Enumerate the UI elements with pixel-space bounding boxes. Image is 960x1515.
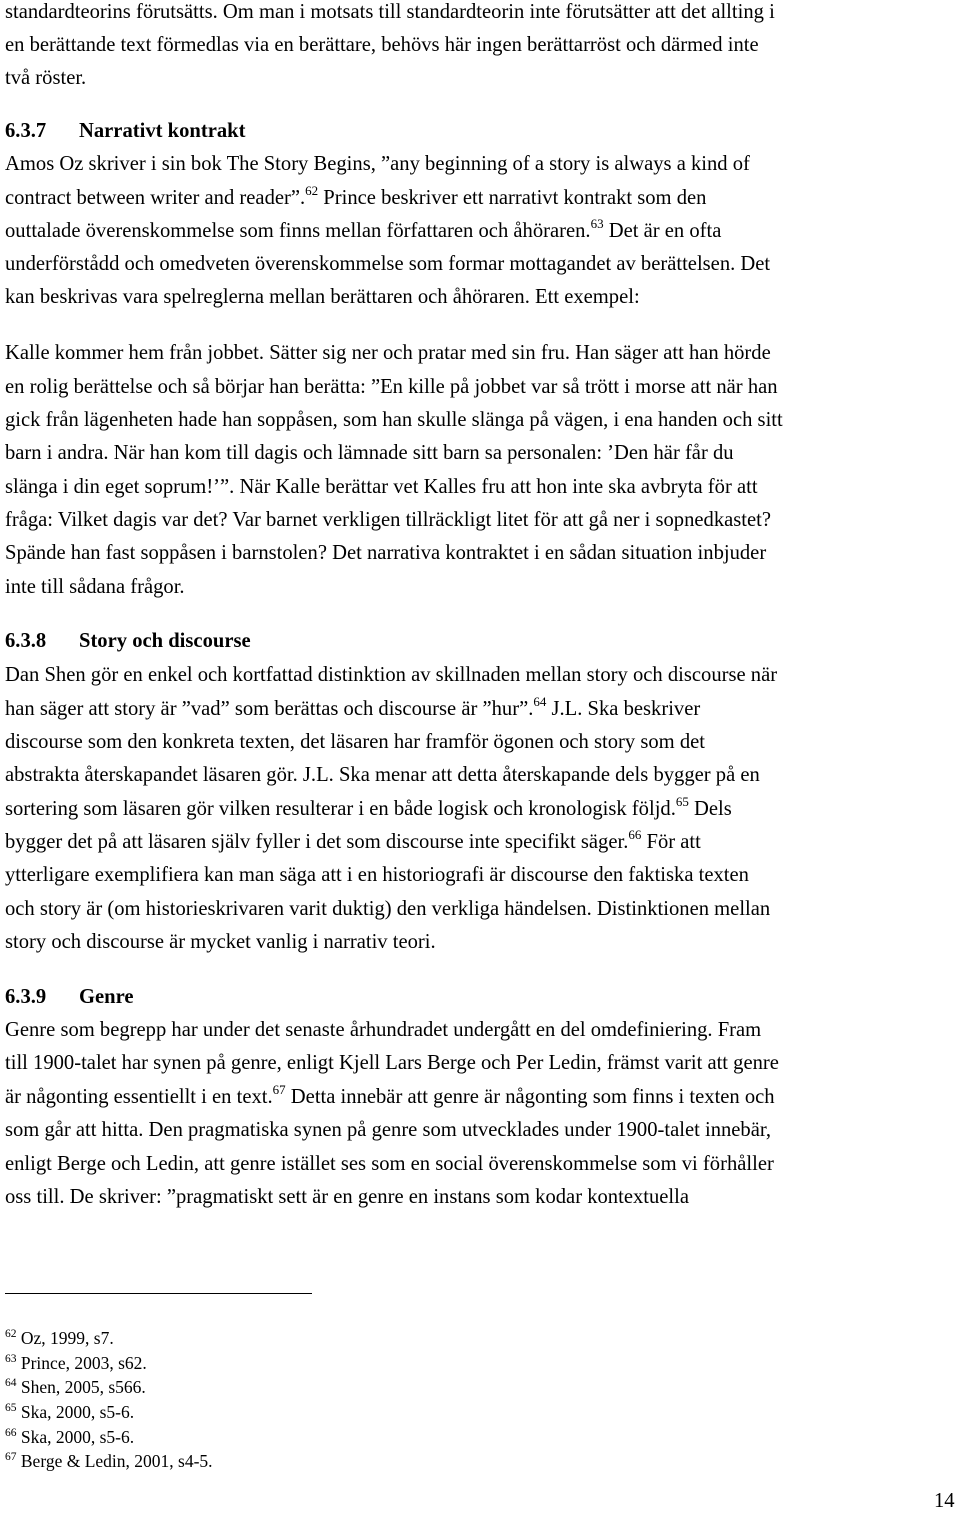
- body-line: gick från lägenheten hade han soppåsen, som han skulle slänga på vägen, i ena handen och sitt: [5, 409, 783, 431]
- footnote-number: 66: [5, 1427, 17, 1439]
- body-line: och story är (om historieskrivaren varit duktig) den verkliga händelsen. Distinktionen mellan: [5, 898, 771, 920]
- section-heading-6-3-8: [5, 629, 251, 653]
- body-line: till 1900-talet har synen på genre, enligt Kjell Lars Berge och Per Ledin, främst varit att genre: [5, 1052, 779, 1074]
- body-line: underförstådd och omedveten överenskommelse som formar mottagandet av berättelsen. Det: [5, 253, 771, 275]
- body-line: Genre som begrepp har under det senaste århundradet undergått en del omdefiniering. Fram: [5, 1019, 762, 1041]
- section-number: 6.3.8: [5, 630, 47, 652]
- footnote-number: 62: [5, 1328, 17, 1340]
- body-line: fråga: Vilket dagis var det? Var barnet verkligen tillräckligt litet för att gå ner i sopnedkastet?: [5, 509, 771, 531]
- body-line: contract between writer and reader”.$^{62}$ Prince beskriver ett narrativt kontrakt som den: [5, 183, 707, 209]
- section-number: 6.3.9: [5, 986, 47, 1008]
- footnote-ref[interactable]: 63: [590, 216, 604, 231]
- body-line: Dan Shen gör en enkel och kortfattad distinktion av skillnaden mellan story och discourse när: [5, 664, 778, 686]
- body-line: bygger det på att läsaren själv fyller i det som discourse inte specifikt säger.$^{66}$ För att: [5, 827, 701, 853]
- footnote-ref[interactable]: 64: [533, 694, 547, 709]
- body-line: standardteorins förutsätts. Om man i motsats till standardteorin inte förutsätter att det allting i: [5, 1, 775, 23]
- section-heading-6-3-7: [5, 119, 245, 143]
- body-line: är någonting essentiellt i en text.$^{67}$ Detta innebär att genre är någonting som finns i texten och: [5, 1082, 775, 1108]
- footnote: $^{62}$ Oz, 1999, s7.: [5, 1328, 114, 1348]
- footnote: $^{63}$ Prince, 2003, s62.: [5, 1353, 147, 1373]
- body-line: Amos Oz skriver i sin bok The Story Begins, ”any beginning of a story is always a kind of: [5, 153, 750, 175]
- footnote-number: 63: [5, 1353, 17, 1365]
- body-line: story och discourse är mycket vanlig i narrativ teori.: [5, 931, 436, 953]
- body-line: discourse som den konkreta texten, det läsaren har framför ögonen och story som det: [5, 731, 705, 753]
- body-line: två röster.: [5, 67, 87, 89]
- body-line: sortering som läsaren gör vilken resulterar i en både logisk och kronologisk följd.$^{65}$ Dels: [5, 794, 732, 820]
- body-line: som går att hitta. Den pragmatiska synen på genre som utvecklades under 1900-talet innebär,: [5, 1119, 772, 1141]
- body-line: en rolig berättelse och så börjar han berätta: ”En kille på jobbet var så trött i morse att när han: [5, 376, 778, 398]
- footnote: $^{65}$ Ska, 2000, s5-6.: [5, 1402, 135, 1422]
- footnote: $^{67}$ Berge & Ledin, 2001, s4-5.: [5, 1451, 213, 1471]
- section-number: 6.3.7: [5, 120, 47, 142]
- body-line: barn i andra. När han kom till dagis och lämnade sitt barn sa personalen: ’Den här får du: [5, 442, 734, 464]
- body-line: Spände han fast soppåsen i barnstolen? Det narrativa kontraktet i en sådan situation inbjuder: [5, 542, 767, 564]
- section-title: Genre: [79, 986, 134, 1008]
- section-title: Narrativt kontrakt: [79, 120, 246, 142]
- footnote-ref[interactable]: 65: [675, 794, 689, 809]
- body-line: oss till. De skriver: ”pragmatiskt sett är en genre en instans som kodar kontextuella: [5, 1186, 689, 1208]
- body-line: abstrakta återskapandet läsaren gör. J.L. Ska menar att detta återskapande dels bygger på en: [5, 764, 760, 786]
- section-heading-6-3-9: [5, 985, 134, 1009]
- footnote-number: 65: [5, 1402, 17, 1414]
- footnote-number: 64: [5, 1377, 17, 1389]
- body-line: slänga i din eget soprum!’”. När Kalle berättar vet Kalles fru att hon inte ska avbryta för att: [5, 476, 758, 498]
- body-line: outtalade överenskommelse som finns mellan författaren och åhöraren.$^{63}$ Det är en ofta: [5, 216, 722, 242]
- section-title: Story och discourse: [79, 630, 251, 652]
- page-number: 14: [934, 1490, 955, 1512]
- footnote: $^{64}$ Shen, 2005, s566.: [5, 1377, 146, 1397]
- footnote: $^{66}$ Ska, 2000, s5-6.: [5, 1427, 135, 1447]
- footnote-number: 67: [5, 1451, 17, 1463]
- body-line: en berättande text förmedlas via en berättare, behövs här ingen berättarröst och därmed inte: [5, 34, 759, 56]
- footnote-ref[interactable]: 66: [628, 827, 642, 842]
- body-line: enligt Berge och Ledin, att genre istället ses som en social överenskommelse som vi förhåller: [5, 1153, 774, 1175]
- footnote-ref[interactable]: 62: [305, 183, 319, 198]
- footnote-ref[interactable]: 67: [272, 1082, 286, 1097]
- body-line: Kalle kommer hem från jobbet. Sätter sig ner och pratar med sin fru. Han säger att han hörde: [5, 342, 771, 364]
- body-line: ytterligare exemplifiera kan man säga att i en historiografi är discourse den faktiska texten: [5, 864, 749, 886]
- body-line: inte till sådana frågor.: [5, 576, 185, 598]
- body-line: kan beskrivas vara spelreglerna mellan berättaren och åhöraren. Ett exempel:: [5, 286, 640, 308]
- footnote-separator: [5, 1293, 312, 1294]
- body-line: han säger att story är ”vad” som berättas och discourse är ”hur”.$^{64}$ J.L. Ska beskriver: [5, 694, 701, 720]
